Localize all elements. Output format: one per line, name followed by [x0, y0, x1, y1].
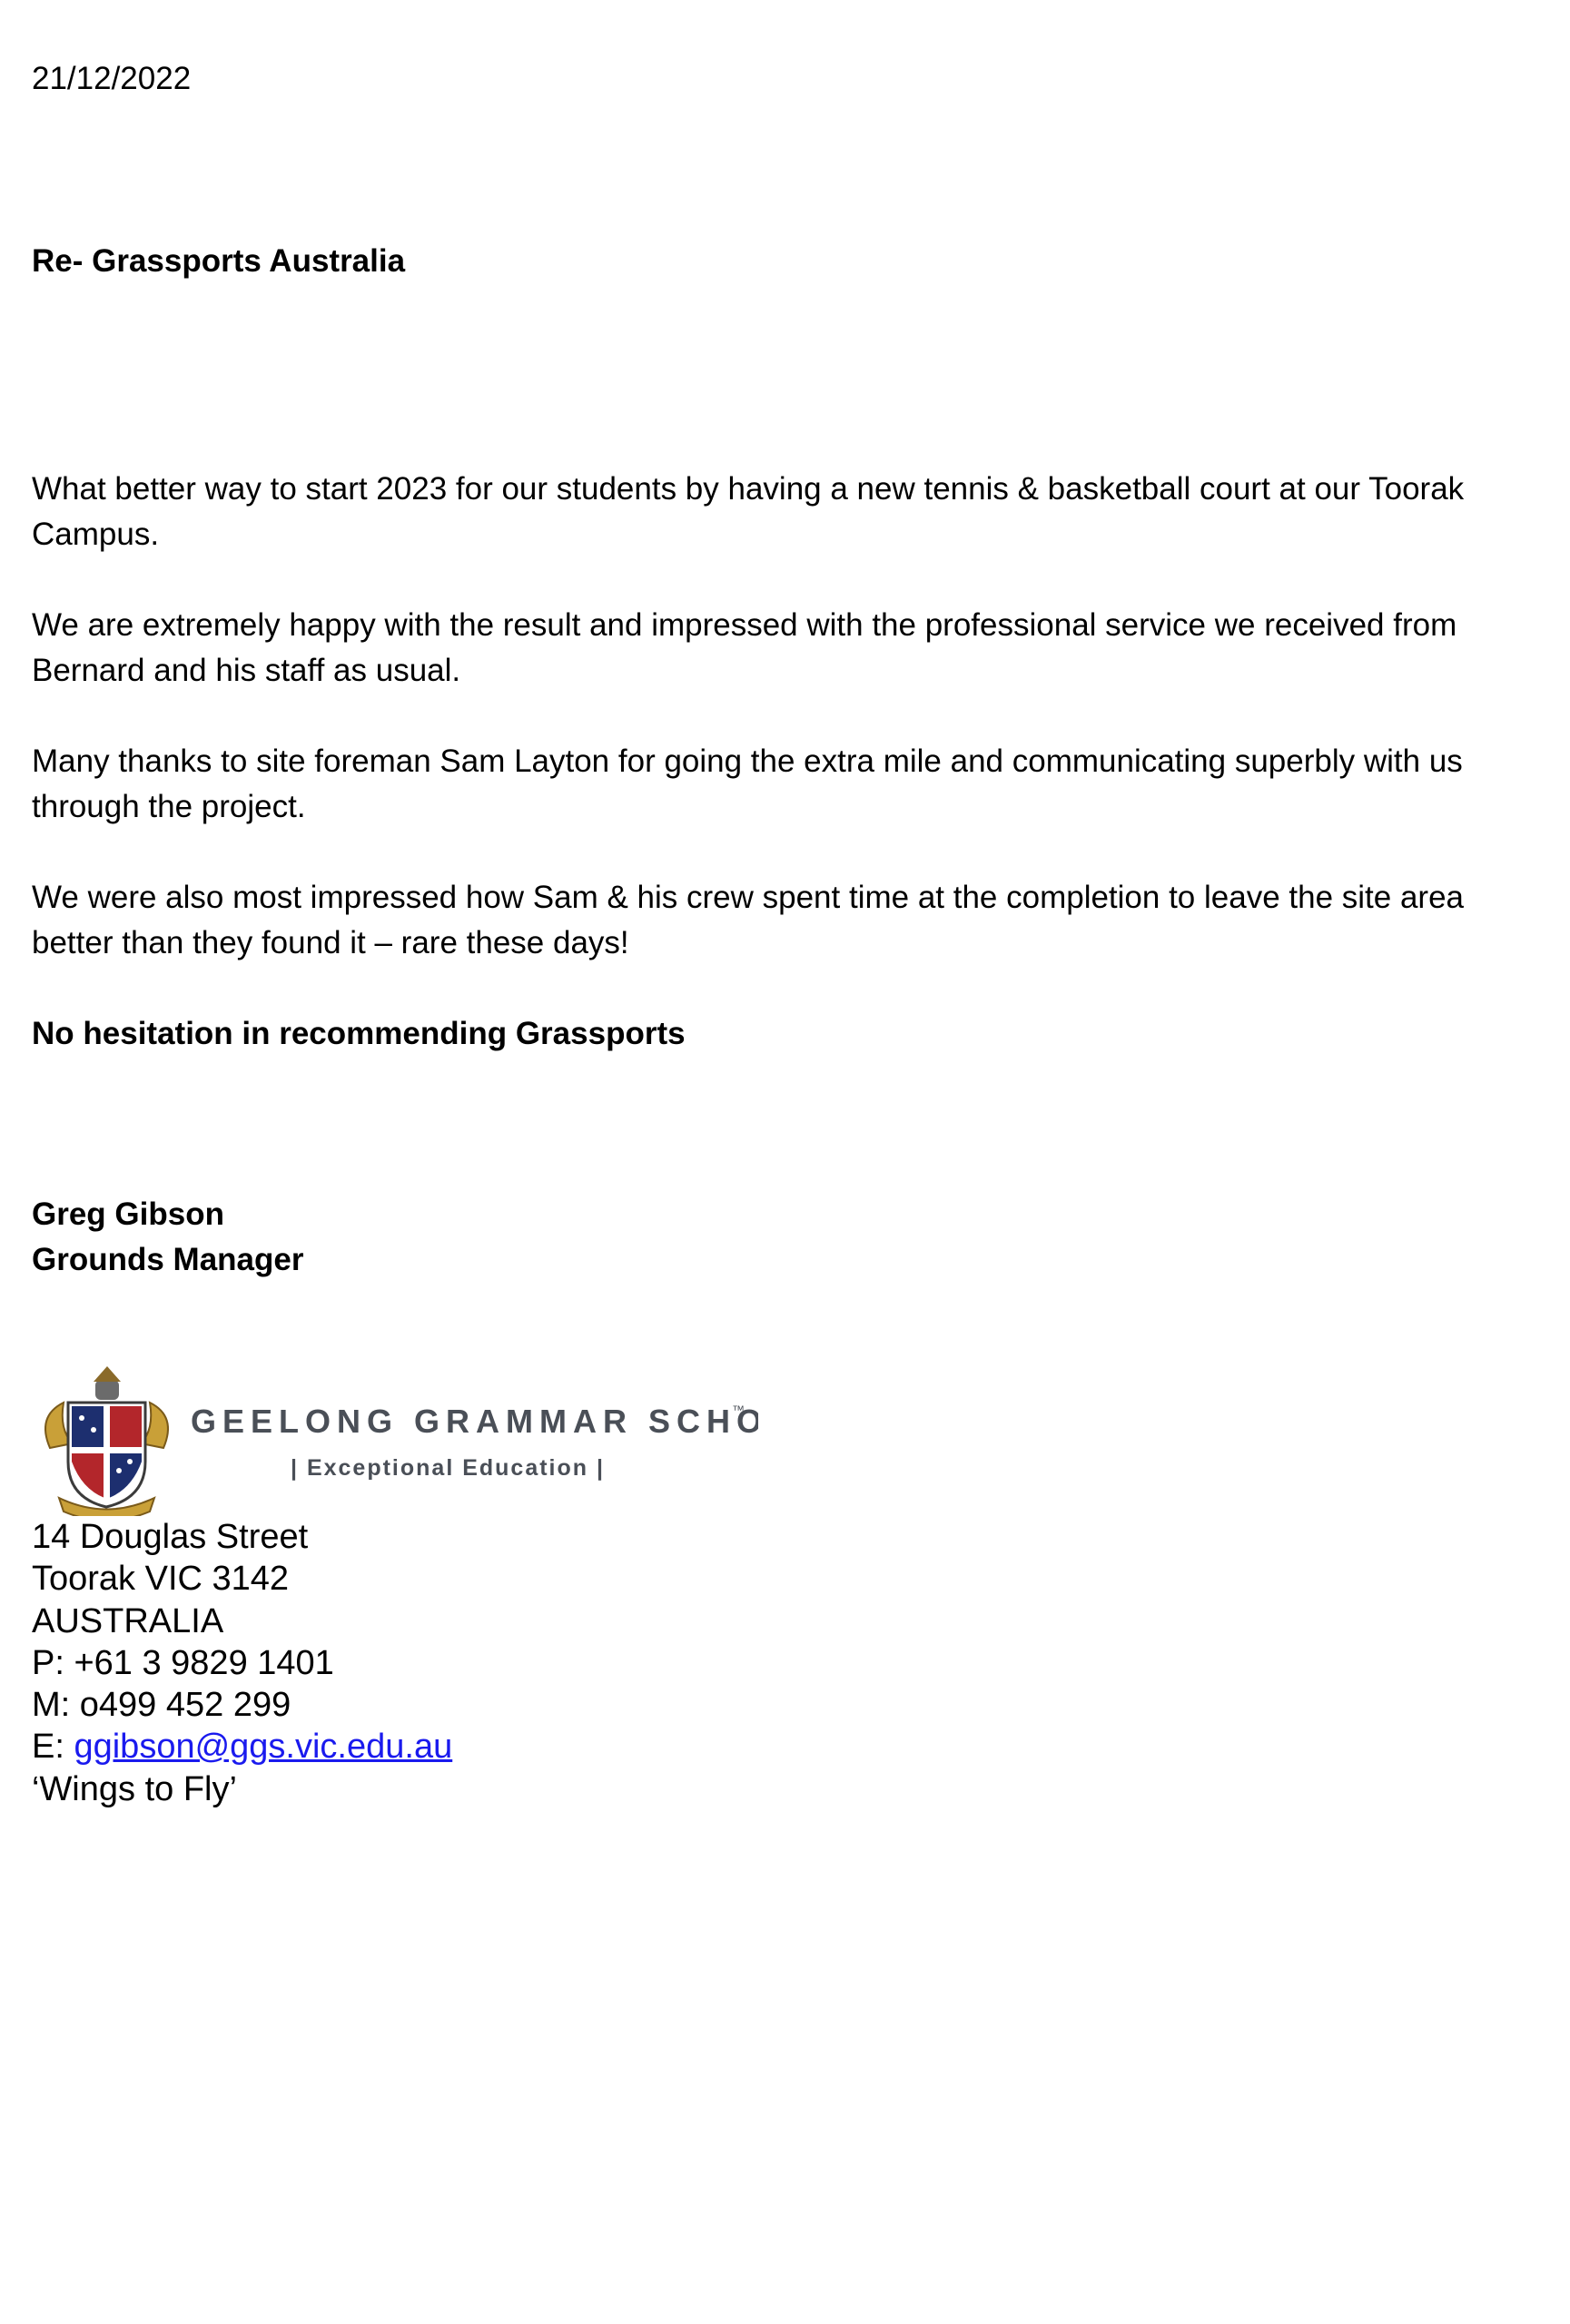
letter-subject: Re- Grassports Australia [32, 243, 406, 279]
motto: ‘Wings to Fly’ [32, 1769, 237, 1808]
letter-date: 21/12/2022 [32, 61, 192, 96]
phone-number: P: +61 3 9829 1401 [32, 1643, 334, 1682]
address-block [32, 1516, 452, 1810]
email-prefix: E: [32, 1728, 74, 1767]
signature-name: Greg Gibson [32, 1196, 224, 1232]
email-link[interactable]: ggibson@ggs.vic.edu.au [74, 1728, 453, 1767]
signature-title: Grounds Manager [32, 1242, 304, 1277]
logo-school-name: GEELONG GRAMMAR SCHO [191, 1403, 758, 1440]
paragraph-thanks: Many thanks to site foreman Sam Layton for going the extra mile and communicating superbly with us through the project. [32, 743, 1463, 824]
signature-block [32, 1192, 1539, 1283]
paragraph-service: We are extremely happy with the result and impressed with the professional service we received from Bernard and his staff as usual. [32, 607, 1457, 688]
logo-trademark: ™ [732, 1403, 745, 1417]
closing-recommendation: No hesitation in recommending Grassports [32, 1016, 686, 1051]
paragraph-site-cleanup: We were also most impressed how Sam & his crew spent time at the completion to leave the site area better than they found it – rare these days! [32, 880, 1465, 960]
school-logo [32, 1362, 758, 1516]
email-line [32, 1726, 452, 1768]
paragraph-new-court: What better way to start 2023 for our students by having a new tennis & basketball court at our Toorak Campus. [32, 471, 1465, 552]
address-city: Toorak VIC 3142 [32, 1560, 290, 1599]
mobile-number: M: o499 452 299 [32, 1686, 291, 1725]
address-country: AUSTRALIA [32, 1601, 224, 1640]
address-street: 14 Douglas Street [32, 1518, 309, 1556]
school-crest-icon [32, 1362, 758, 1516]
logo-tagline: | Exceptional Education | [291, 1455, 605, 1481]
